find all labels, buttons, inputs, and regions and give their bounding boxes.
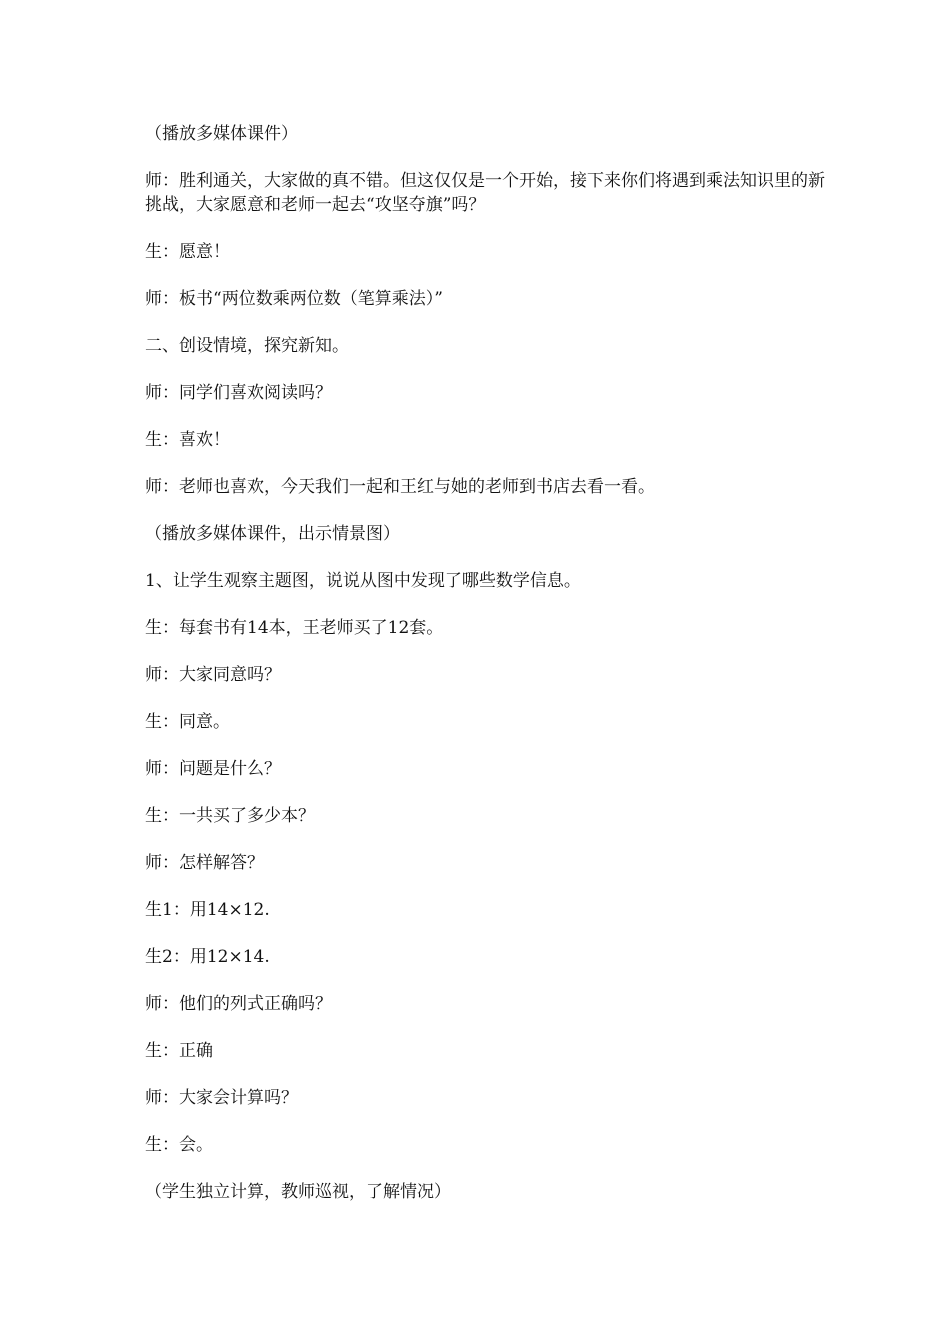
paragraph-student-can: 生：会。 bbox=[145, 1135, 213, 1155]
paragraph-teacher-check: 师：他们的列式正确吗？ bbox=[145, 994, 332, 1014]
paragraph-student-1-answer: 生1：用14×12. bbox=[145, 900, 270, 920]
paragraph-step-1: 1、让学生观察主题图，说说从图中发现了哪些数学信息。 bbox=[145, 571, 581, 591]
paragraph-teacher-calc: 师：大家会计算吗？ bbox=[145, 1088, 298, 1108]
paragraph-student-correct: 生：正确 bbox=[145, 1041, 213, 1061]
paragraph-student-2-answer: 生2：用12×14. bbox=[145, 947, 270, 967]
paragraph-teacher-question-1: 师：同学们喜欢阅读吗？ bbox=[145, 383, 332, 403]
paragraph-student-reply-1: 生：愿意！ bbox=[145, 242, 230, 262]
paragraph-teacher-intro: 师：胜利通关，大家做的真不错。但这仅仅是一个开始，接下来你们将遇到乘法知识里的新挑战，大家愿意和老师一起去“攻坚夺旗”吗？ bbox=[145, 171, 825, 215]
paragraph-teacher-bookstore: 师：老师也喜欢，今天我们一起和王红与她的老师到书店去看一看。 bbox=[145, 477, 655, 497]
paragraph-teacher-agree: 师：大家同意吗？ bbox=[145, 665, 281, 685]
paragraph-stage-note-1: （播放多媒体课件） bbox=[145, 124, 298, 144]
paragraph-student-info: 生：每套书有14本，王老师买了12套。 bbox=[145, 618, 444, 638]
paragraph-student-reply-2: 生：喜欢！ bbox=[145, 430, 230, 450]
paragraph-student-problem: 生：一共买了多少本？ bbox=[145, 806, 315, 826]
paragraph-stage-note-3: （学生独立计算，教师巡视，了解情况） bbox=[145, 1182, 451, 1202]
paragraph-teacher-solve: 师：怎样解答？ bbox=[145, 853, 264, 873]
paragraph-student-agree: 生：同意。 bbox=[145, 712, 230, 732]
document-page bbox=[145, 122, 825, 1227]
paragraph-teacher-blackboard: 师：板书“两位数乘两位数（笔算乘法）” bbox=[145, 289, 443, 309]
paragraph-section-heading: 二、创设情境，探究新知。 bbox=[145, 336, 349, 356]
paragraph-teacher-problem: 师：问题是什么？ bbox=[145, 759, 281, 779]
paragraph-stage-note-2: （播放多媒体课件，出示情景图） bbox=[145, 524, 400, 544]
